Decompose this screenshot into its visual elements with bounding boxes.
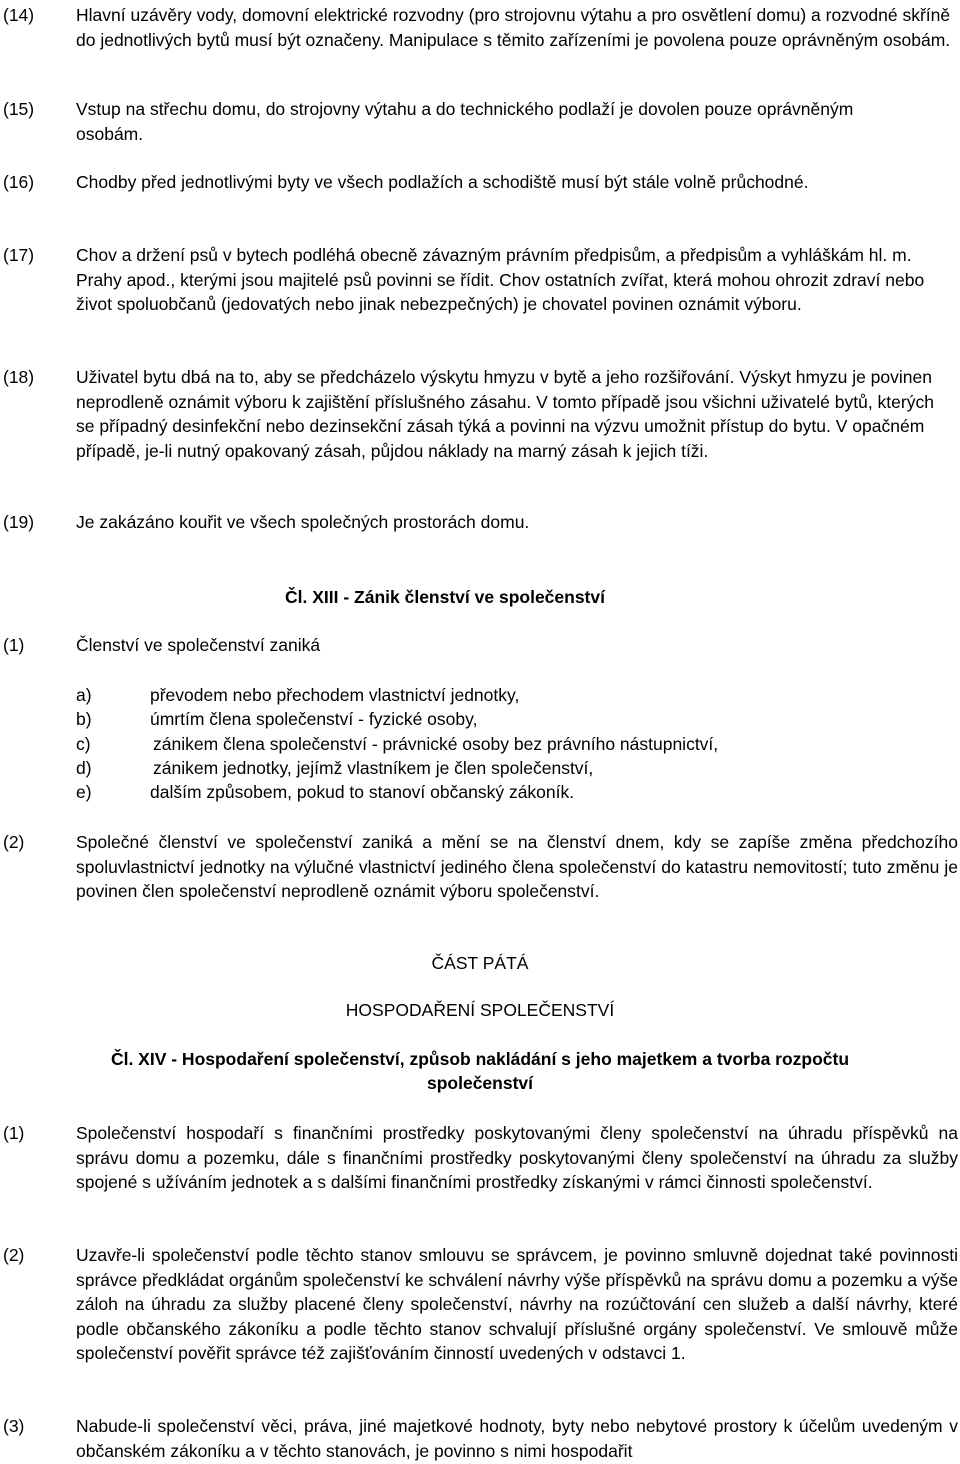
paragraph-number: (17) xyxy=(3,245,35,265)
paragraph-number: (2) xyxy=(3,832,25,852)
paragraph-text: Chov a držení psů v bytech podléhá obecně závazným právním předpisům, a předpisům a vyhláškám hl. m. Prahy apod., kterými jsou majitelé psů povinni se řídit. Chov ostatních zvířat, která mohou ohrozit zdraví nebo život spoluobčanů (jedovatých nebo jinak nebezpečných) je chovatel povinen oznámit výboru. xyxy=(76,245,925,314)
list-label: c) xyxy=(76,734,91,754)
list-label: a) xyxy=(76,685,92,705)
paragraph-text: Chodby před jednotlivými byty ve všech podlažích a schodiště musí být stále volně průchodné. xyxy=(76,172,809,192)
list-text: převodem nebo přechodem vlastnictví jednotky, xyxy=(150,685,520,705)
article-14-heading-line-1: Čl. XIV - Hospodaření společenství, způsob nakládání s jeho majetkem a tvorba rozpočtu xyxy=(110,1049,850,1069)
paragraph-text: Uživatel bytu dbá na to, aby se předcházelo výskytu hmyzu v bytě a jeho rozšiřování. Výskyt hmyzu je povinen neprodleně oznámit výboru k zajištění příslušného zásahu. V tomto případě jsou všichni uživatelé bytů, kterých se případný desinfekční nebo dezinsekční zásah týká a povinni na výzvu umožnit přístup do bytu. V opačném případě, je-li nutný opakovaný zásah, půjdou náklady na marný zásah k jejich tíži. xyxy=(76,367,934,461)
paragraph-text: Společenství hospodaří s finančními prostředky poskytovanými členy společenství na úhradu příspěvků na správu domu a pozemku, dále s finančními prostředky poskytovanými členy společenství na úhradu za služby spojené s užíváním jednotek a s dalšími finančními prostředky získanými v rámci činnosti společenství. xyxy=(76,1123,958,1192)
list-label: d) xyxy=(76,758,92,778)
list-text: dalším způsobem, pokud to stanoví občanský zákoník. xyxy=(150,782,575,802)
paragraph-number: (3) xyxy=(3,1416,25,1436)
paragraph-text: Společné členství ve společenství zaniká a mění se na členství dnem, kdy se zapíše změna předchozího spoluvlastnictví jednotky na výlučné vlastnictví jediného člena společenství do katastru nemovitostí; tuto změnu je povinen člen společenství neprodleně oznámit výboru společenství. xyxy=(76,832,958,901)
paragraph-number: (1) xyxy=(3,1123,25,1143)
list-text: zánikem jednotky, jejímž vlastníkem je člen společenství, xyxy=(153,758,594,778)
article-13-heading: Čl. XIII - Zánik členství ve společenství xyxy=(285,587,605,607)
article-14-heading-line-2: společenství xyxy=(426,1073,534,1093)
part-title: ČÁST PÁTÁ xyxy=(431,953,529,973)
paragraph-number: (14) xyxy=(3,5,35,25)
paragraph-text: Je zakázáno kouřit ve všech společných prostorách domu. xyxy=(76,512,530,532)
list-text: úmrtím člena společenství - fyzické osoby, xyxy=(150,709,478,729)
paragraph-number: (19) xyxy=(3,512,35,532)
part-subtitle: HOSPODAŘENÍ SPOLEČENSTVÍ xyxy=(345,1000,615,1020)
paragraph-text: Nabude-li společenství věci, práva, jiné majetkové hodnoty, byty nebo nebytové prostory k účelům uvedeným v občanském zákoníku a v těchto stanovách, je povinno s nimi hospodařit xyxy=(76,1416,958,1461)
paragraph-number: (1) xyxy=(3,635,25,655)
paragraph-text: Hlavní uzávěry vody, domovní elektrické rozvodny (pro strojovnu výtahu a pro osvětlení domu) a rozvodné skříně do jednotlivých bytů musí být označeny. Manipulace s těmito zařízeními je povolena pouze oprávněným osobám. xyxy=(76,5,951,50)
paragraph-text: Členství ve společenství zaniká xyxy=(76,635,321,655)
paragraph-text: Vstup na střechu domu, do strojovny výtahu a do technického podlaží je dovolen pouze oprávněným osobám. xyxy=(76,99,854,144)
paragraph-number: (16) xyxy=(3,172,35,192)
list-label: b) xyxy=(76,709,92,729)
list-text: zánikem člena společenství - právnické osoby bez právního nástupnictví, xyxy=(153,734,719,754)
list-label: e) xyxy=(76,782,92,802)
paragraph-number: (2) xyxy=(3,1245,25,1265)
paragraph-number: (18) xyxy=(3,367,35,387)
paragraph-number: (15) xyxy=(3,99,35,119)
paragraph-text: Uzavře-li společenství podle těchto stanov smlouvu se správcem, je povinno smluvně dojednat také povinnosti správce předkládat orgánům společenství ke schválení návrhy výše příspěvků na správu domu a pozemku a výše záloh na úhradu za služby placené členy společenství, návrhy na rozúčtování cen služeb a další návrhy, které podle občanského zákoníku a podle těchto stanov schvalují příslušné orgány společenství. Ve smlouvě může společenství pověřit správce též zajišťováním činností uvedených v odstavci 1. xyxy=(76,1245,958,1363)
